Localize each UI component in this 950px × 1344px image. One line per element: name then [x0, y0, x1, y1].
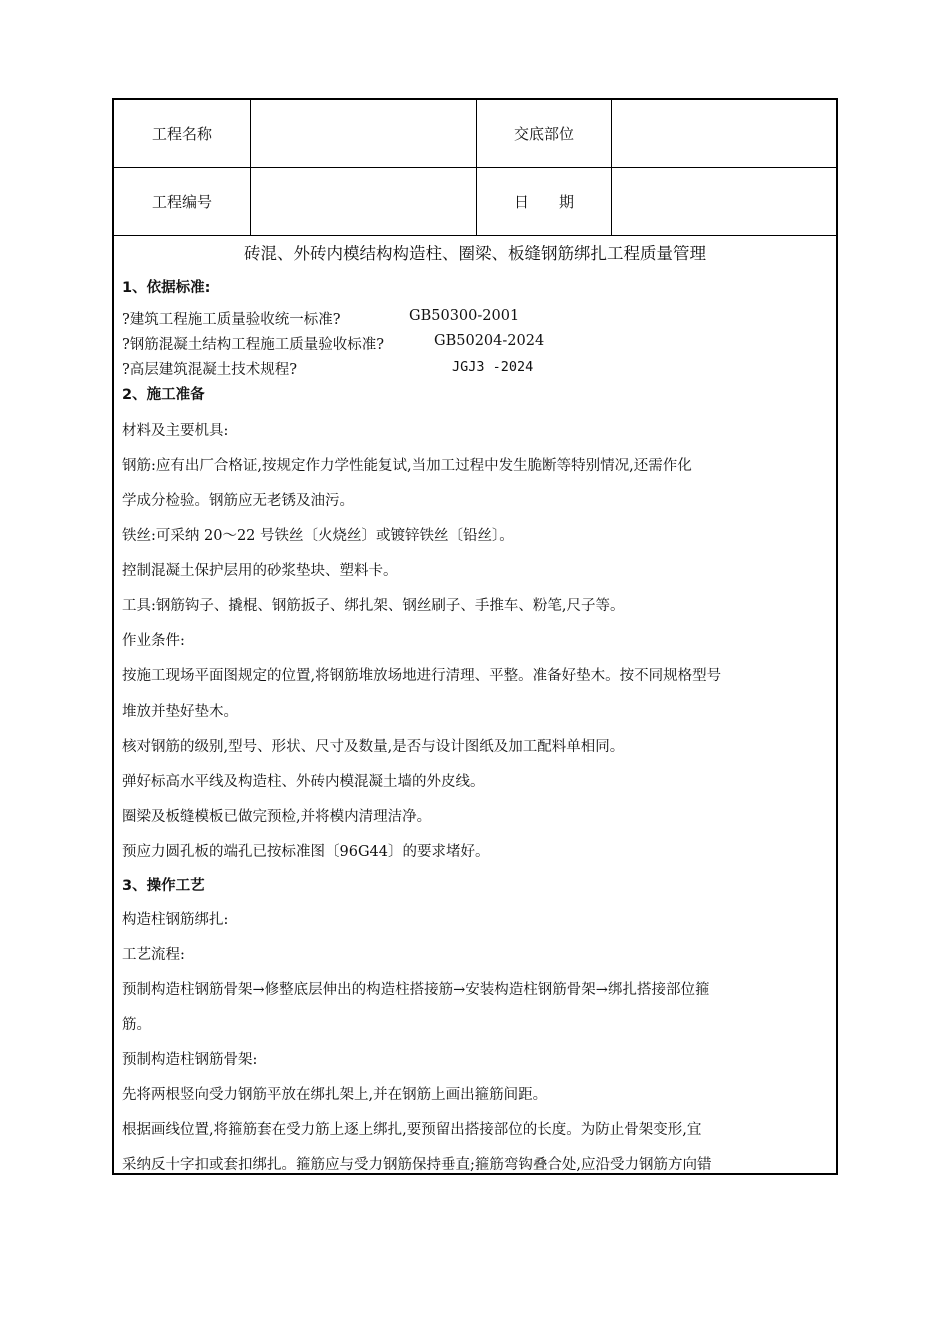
document-title: 砖混、外砖内模结构构造柱、圈梁、板缝钢筋绑扎工程质量管理 — [244, 244, 706, 263]
section-3-line: 根据画线位置,将箍筋套在受力筋上逐上绑扎,要预留出搭接部位的长度。为防止骨架变形,宜 — [122, 1122, 702, 1138]
section-2-line: 工具:钢筋钩子、撬棍、钢筋扳子、绑扎架、钢丝刷子、手推车、粉笔,尺子等。 — [122, 598, 625, 614]
section-3-line: 预制构造柱钢筋骨架: — [122, 1052, 258, 1068]
section-3-line: 工艺流程: — [122, 947, 185, 963]
section-3-line: 采纳反十字扣或套扣绑扎。箍筋应与受力钢筋保持垂直;箍筋弯钩叠合处,应沿受力钢筋方向错 — [122, 1157, 712, 1173]
section-3-line: 构造柱钢筋绑扎: — [122, 912, 229, 928]
section-2-heading: 2、施工准备 — [122, 387, 205, 403]
section-3-heading: 3、操作工艺 — [122, 878, 205, 894]
project-name-label: 工程名称 — [114, 100, 251, 167]
section-3-line: 预制构造柱钢筋骨架→修整底层伸出的构造柱搭接筋→安装构造柱钢筋骨架→绑扎搭接部位箍 — [122, 982, 710, 998]
section-2-line: 作业条件: — [122, 633, 185, 649]
section-2-line: 材料及主要机具: — [122, 423, 229, 439]
section-2-line: 铁丝:可采纳 20～22 号铁丝〔火烧丝〕或镀锌铁丝〔铅丝〕。 — [122, 528, 514, 544]
date-value — [612, 168, 836, 235]
project-no-value — [251, 168, 477, 235]
reference-2-name: ?钢筋混凝土结构工程施工质量验收标准? — [122, 337, 385, 353]
header-row-2 — [114, 168, 836, 236]
section-2-line: 学成分检验。钢筋应无老锈及油污。 — [122, 493, 354, 509]
section-2-line: 核对钢筋的级别,型号、形状、尺寸及数量,是否与设计图纸及加工配料单相同。 — [122, 739, 625, 755]
section-1-heading: 1、依据标准: — [122, 280, 211, 296]
reference-2-code: GB50204-2024 — [434, 333, 545, 349]
header-row-1 — [114, 100, 836, 168]
reference-1-code: GB50300-2001 — [409, 308, 520, 324]
section-2-line: 预应力圆孔板的端孔已按标准图〔96G44〕的要求堵好。 — [122, 844, 490, 860]
section-2-line: 堆放并垫好垫木。 — [122, 704, 238, 720]
section-2-line: 圈梁及板缝模板已做完预检,并将模内清理洁净。 — [122, 809, 432, 825]
section-3-line: 筋。 — [122, 1017, 151, 1033]
reference-3-name: ?高层建筑混凝土技术规程? — [122, 362, 298, 378]
section-2-line: 弹好标高水平线及构造柱、外砖内模混凝土墙的外皮线。 — [122, 774, 485, 790]
section-3-line: 先将两根竖向受力钢筋平放在绑扎架上,并在钢筋上画出箍筋间距。 — [122, 1087, 548, 1103]
section-2-line: 按施工现场平面图规定的位置,将钢筋堆放场地进行清理、平整。准备好垫木。按不同规格型号 — [122, 668, 722, 684]
reference-1-name: ?建筑工程施工质量验收统一标准? — [122, 312, 341, 328]
header-table — [114, 100, 836, 236]
location-label: 交底部位 — [477, 100, 612, 167]
location-value — [612, 100, 836, 167]
technical-disclosure-sheet — [112, 98, 838, 1175]
section-2-line: 钢筋:应有出厂合格证,按规定作力学性能复试,当加工过程中发生脆断等特别情况,还需作化 — [122, 458, 692, 474]
project-no-label: 工程编号 — [114, 168, 251, 235]
section-2-line: 控制混凝土保护层用的砂浆垫块、塑料卡。 — [122, 563, 398, 579]
date-label: 日 期 — [477, 168, 612, 235]
project-name-value — [251, 100, 477, 167]
reference-3-code: JGJ3 -2024 — [452, 359, 534, 375]
